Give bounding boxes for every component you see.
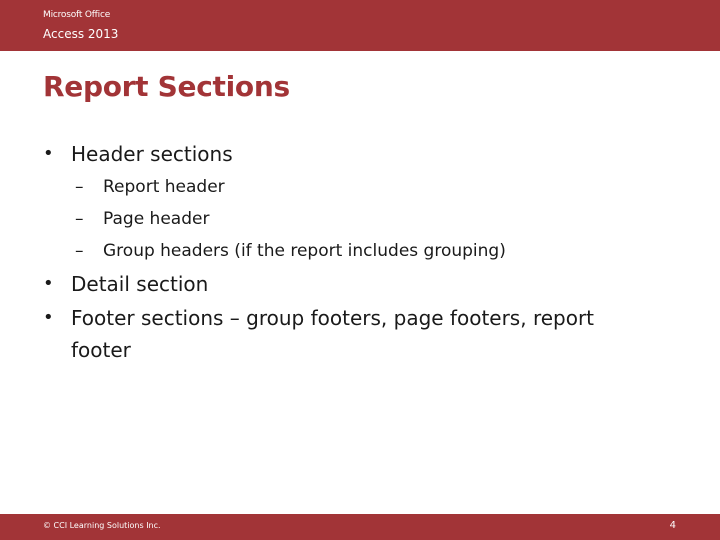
sub-bullet-text: Page header [103, 209, 210, 229]
bullet-marker: • [43, 273, 54, 294]
bullet-text: Header sections [71, 142, 233, 166]
bullet-text: Footer sections – group footers, page footers, report footer [71, 306, 595, 362]
slide-title: Report Sections [43, 70, 290, 103]
sub-bullet-text: Report header [103, 177, 225, 197]
bullet-item [43, 138, 663, 170]
bullet-marker: • [43, 307, 54, 328]
bullet-item [43, 268, 663, 300]
sub-bullet-marker: – [75, 241, 84, 261]
bullet-text: Detail section [71, 272, 209, 296]
sub-bullet-item [75, 171, 675, 203]
sub-bullet-marker: – [75, 177, 84, 197]
sub-bullet-marker: – [75, 209, 84, 229]
sub-bullet-item [75, 203, 675, 235]
page-number: 4 [669, 520, 676, 531]
header-band [0, 0, 720, 51]
product-name: Access 2013 [43, 27, 119, 41]
sub-bullet-text: Group headers (if the report includes grouping) [103, 241, 506, 261]
bullet-marker: • [43, 143, 54, 164]
copyright-text: © CCI Learning Solutions Inc. [43, 521, 161, 530]
sub-bullet-item [75, 235, 675, 267]
bullet-item [43, 302, 643, 366]
brand-name: Microsoft Office [43, 10, 111, 20]
